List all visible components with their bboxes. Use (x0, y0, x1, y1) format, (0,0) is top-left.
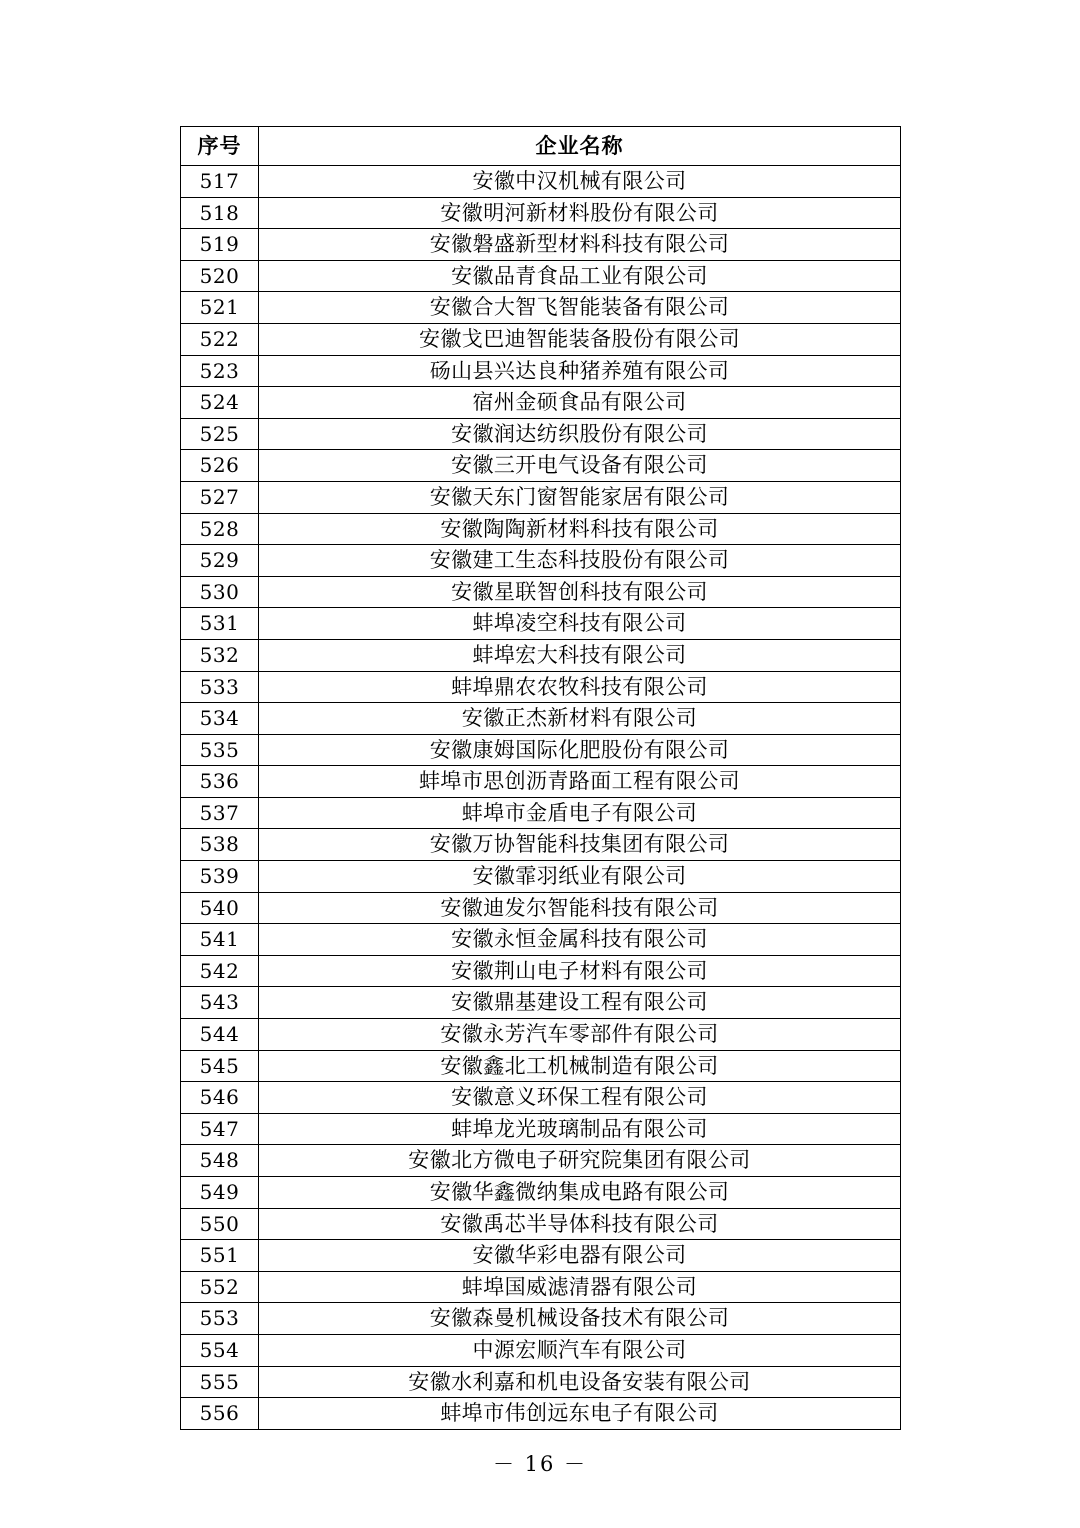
table-row (181, 1113, 901, 1145)
enterprise-name-cell: 安徽正杰新材料有限公司 (259, 703, 901, 735)
table-row (181, 197, 901, 229)
row-index-cell: 528 (181, 513, 259, 545)
table-row (181, 987, 901, 1019)
table-row (181, 1271, 901, 1303)
row-index-cell: 529 (181, 545, 259, 577)
enterprise-name-cell: 安徽森曼机械设备技术有限公司 (259, 1303, 901, 1335)
row-index-cell: 552 (181, 1271, 259, 1303)
table-row (181, 766, 901, 798)
table-row (181, 703, 901, 735)
table-row (181, 545, 901, 577)
table-row (181, 323, 901, 355)
row-index-cell: 537 (181, 797, 259, 829)
enterprise-name-cell: 蚌埠宏大科技有限公司 (259, 639, 901, 671)
table-row (181, 1240, 901, 1272)
row-index-cell: 520 (181, 260, 259, 292)
enterprise-name-cell: 安徽永芳汽车零部件有限公司 (259, 1019, 901, 1051)
table-row (181, 355, 901, 387)
table-row (181, 450, 901, 482)
row-index-cell: 531 (181, 608, 259, 640)
row-index-cell: 517 (181, 166, 259, 198)
table-row (181, 229, 901, 261)
enterprise-name-cell: 蚌埠鼎农农牧科技有限公司 (259, 671, 901, 703)
column-header-index: 序号 (181, 127, 259, 166)
enterprise-name-cell: 蚌埠市伟创远东电子有限公司 (259, 1398, 901, 1430)
enterprise-name-cell: 蚌埠市思创沥青路面工程有限公司 (259, 766, 901, 798)
table-row (181, 671, 901, 703)
table-row (181, 955, 901, 987)
enterprise-name-cell: 安徽霏羽纸业有限公司 (259, 861, 901, 893)
table-row (181, 861, 901, 893)
enterprise-name-cell: 安徽永恒金属科技有限公司 (259, 924, 901, 956)
enterprise-name-cell: 安徽禹芯半导体科技有限公司 (259, 1208, 901, 1240)
table-row (181, 608, 901, 640)
table-row (181, 1019, 901, 1051)
row-index-cell: 530 (181, 576, 259, 608)
enterprise-name-cell: 安徽润达纺织股份有限公司 (259, 418, 901, 450)
enterprise-name-cell: 中源宏顺汽车有限公司 (259, 1334, 901, 1366)
row-index-cell: 539 (181, 861, 259, 893)
table-row (181, 387, 901, 419)
row-index-cell: 521 (181, 292, 259, 324)
table-row (181, 481, 901, 513)
enterprise-name-cell: 安徽北方微电子研究院集团有限公司 (259, 1145, 901, 1177)
enterprise-name-cell: 安徽万协智能科技集团有限公司 (259, 829, 901, 861)
enterprise-name-cell: 蚌埠龙光玻璃制品有限公司 (259, 1113, 901, 1145)
row-index-cell: 536 (181, 766, 259, 798)
table-row (181, 734, 901, 766)
table-row (181, 1145, 901, 1177)
enterprise-name-cell: 安徽合大智飞智能装备有限公司 (259, 292, 901, 324)
table-row (181, 166, 901, 198)
row-index-cell: 533 (181, 671, 259, 703)
table-row (181, 1050, 901, 1082)
table-header-row (181, 127, 901, 166)
row-index-cell: 545 (181, 1050, 259, 1082)
table-row (181, 260, 901, 292)
row-index-cell: 538 (181, 829, 259, 861)
table-header (181, 127, 901, 166)
enterprise-list-table (180, 126, 901, 1430)
table-row (181, 418, 901, 450)
table-row (181, 829, 901, 861)
enterprise-name-cell: 安徽鼎基建设工程有限公司 (259, 987, 901, 1019)
enterprise-name-cell: 安徽意义环保工程有限公司 (259, 1082, 901, 1114)
row-index-cell: 534 (181, 703, 259, 735)
row-index-cell: 544 (181, 1019, 259, 1051)
enterprise-name-cell: 蚌埠市金盾电子有限公司 (259, 797, 901, 829)
enterprise-name-cell: 安徽品青食品工业有限公司 (259, 260, 901, 292)
table-row (181, 639, 901, 671)
row-index-cell: 541 (181, 924, 259, 956)
enterprise-name-cell: 安徽天东门窗智能家居有限公司 (259, 481, 901, 513)
enterprise-name-cell: 安徽水利嘉和机电设备安装有限公司 (259, 1366, 901, 1398)
row-index-cell: 556 (181, 1398, 259, 1430)
row-index-cell: 555 (181, 1366, 259, 1398)
enterprise-name-cell: 安徽荆山电子材料有限公司 (259, 955, 901, 987)
row-index-cell: 519 (181, 229, 259, 261)
enterprise-name-cell: 蚌埠凌空科技有限公司 (259, 608, 901, 640)
table-row (181, 1334, 901, 1366)
enterprise-name-cell: 安徽三开电气设备有限公司 (259, 450, 901, 482)
row-index-cell: 535 (181, 734, 259, 766)
enterprise-name-cell: 安徽康姆国际化肥股份有限公司 (259, 734, 901, 766)
row-index-cell: 542 (181, 955, 259, 987)
row-index-cell: 551 (181, 1240, 259, 1272)
row-index-cell: 548 (181, 1145, 259, 1177)
row-index-cell: 543 (181, 987, 259, 1019)
row-index-cell: 527 (181, 481, 259, 513)
table-row (181, 892, 901, 924)
page-number-footer: － 16 － (492, 1452, 588, 1476)
enterprise-name-cell: 安徽华彩电器有限公司 (259, 1240, 901, 1272)
row-index-cell: 547 (181, 1113, 259, 1145)
enterprise-name-cell: 宿州金硕食品有限公司 (259, 387, 901, 419)
enterprise-name-cell: 蚌埠国威滤清器有限公司 (259, 1271, 901, 1303)
table-body (181, 166, 901, 1430)
row-index-cell: 518 (181, 197, 259, 229)
enterprise-name-cell: 安徽中汉机械有限公司 (259, 166, 901, 198)
row-index-cell: 524 (181, 387, 259, 419)
row-index-cell: 554 (181, 1334, 259, 1366)
enterprise-name-cell: 安徽明河新材料股份有限公司 (259, 197, 901, 229)
row-index-cell: 550 (181, 1208, 259, 1240)
row-index-cell: 553 (181, 1303, 259, 1335)
row-index-cell: 526 (181, 450, 259, 482)
enterprise-name-cell: 砀山县兴达良种猪养殖有限公司 (259, 355, 901, 387)
row-index-cell: 523 (181, 355, 259, 387)
row-index-cell: 532 (181, 639, 259, 671)
enterprise-name-cell: 安徽星联智创科技有限公司 (259, 576, 901, 608)
table-row (181, 576, 901, 608)
table-row (181, 1398, 901, 1430)
enterprise-name-cell: 安徽鑫北工机械制造有限公司 (259, 1050, 901, 1082)
enterprise-name-cell: 安徽建工生态科技股份有限公司 (259, 545, 901, 577)
row-index-cell: 525 (181, 418, 259, 450)
enterprise-name-cell: 安徽陶陶新材料科技有限公司 (259, 513, 901, 545)
row-index-cell: 546 (181, 1082, 259, 1114)
table-row (181, 292, 901, 324)
row-index-cell: 540 (181, 892, 259, 924)
table-row (181, 1208, 901, 1240)
row-index-cell: 549 (181, 1177, 259, 1209)
table-row (181, 513, 901, 545)
enterprise-name-cell: 安徽华鑫微纳集成电路有限公司 (259, 1177, 901, 1209)
column-header-enterprise-name: 企业名称 (259, 127, 901, 166)
enterprise-list-table-wrapper (180, 126, 900, 1430)
enterprise-name-cell: 安徽戈巴迪智能装备股份有限公司 (259, 323, 901, 355)
table-row (181, 1303, 901, 1335)
table-row (181, 924, 901, 956)
enterprise-name-cell: 安徽迪发尔智能科技有限公司 (259, 892, 901, 924)
enterprise-name-cell: 安徽磐盛新型材料科技有限公司 (259, 229, 901, 261)
table-row (181, 1177, 901, 1209)
row-index-cell: 522 (181, 323, 259, 355)
table-row (181, 797, 901, 829)
table-row (181, 1366, 901, 1398)
table-row (181, 1082, 901, 1114)
